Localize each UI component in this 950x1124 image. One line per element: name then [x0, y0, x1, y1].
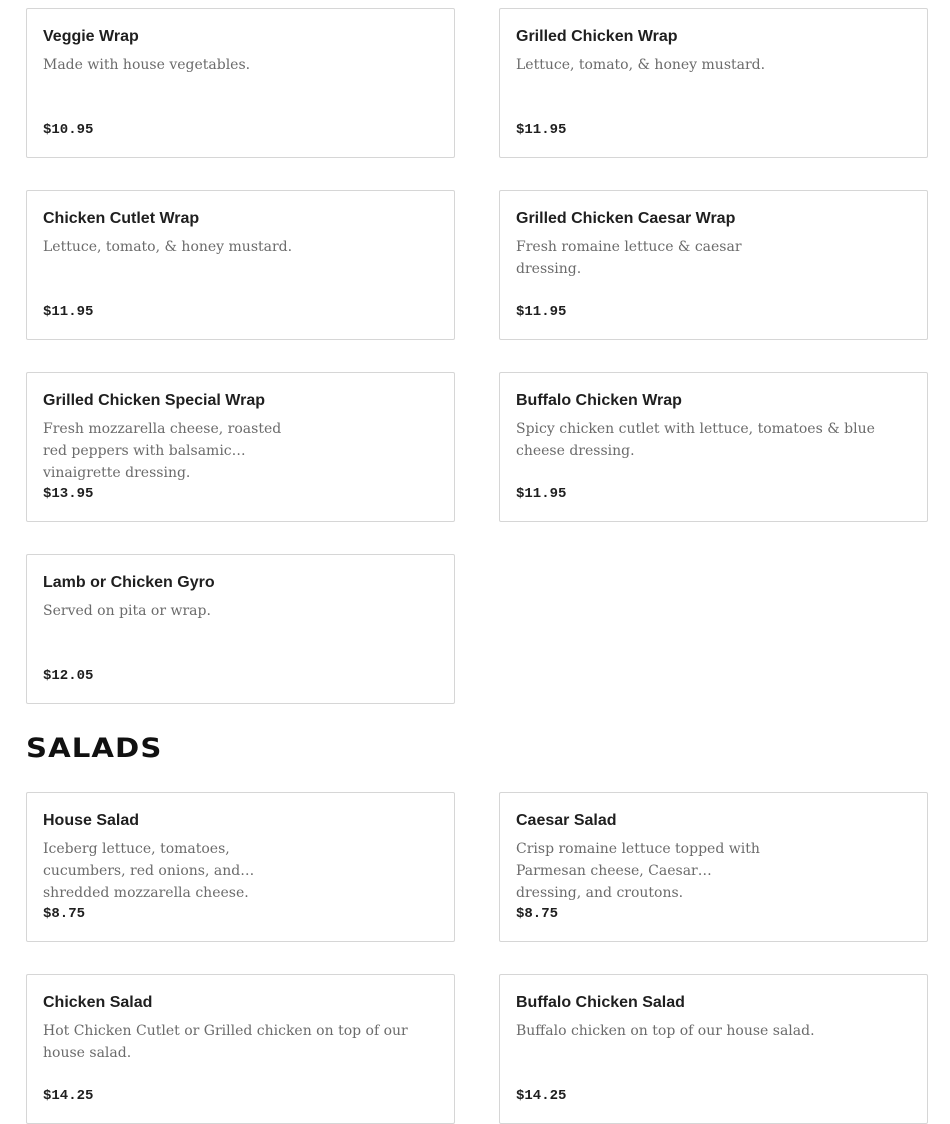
item-description: Crisp romaine lettuce topped with Parmesan cheese, Caesar dressing, and croutons.: [516, 841, 760, 901]
salads-grid: [26, 792, 928, 1124]
item-name: Grilled Chicken Wrap: [516, 28, 678, 45]
item-name: Veggie Wrap: [43, 28, 139, 45]
item-price: $14.25: [516, 1088, 567, 1104]
menu-item-grilled-chicken-special-wrap[interactable]: [26, 372, 455, 522]
item-price: $8.75: [516, 906, 559, 922]
section-title-salads: SALADS: [26, 733, 163, 764]
item-price: $11.95: [516, 122, 567, 138]
item-name: Lamb or Chicken Gyro: [43, 574, 215, 591]
item-price: $11.95: [43, 304, 94, 320]
item-description: Fresh mozzarella cheese, roasted red peppers with balsamic vinaigrette dressing.: [43, 421, 282, 481]
item-description: Spicy chicken cutlet with lettuce, tomatoes & blue cheese dressing.: [516, 421, 875, 459]
menu-item-house-salad[interactable]: [26, 792, 455, 942]
item-name: Chicken Cutlet Wrap: [43, 210, 200, 227]
item-name: Grilled Chicken Special Wrap: [43, 392, 265, 409]
item-price: $13.95: [43, 486, 94, 502]
menu-item-lamb-or-chicken-gyro[interactable]: [26, 554, 455, 704]
item-price: $10.95: [43, 122, 94, 138]
item-name: Buffalo Chicken Wrap: [516, 392, 682, 409]
item-name: Caesar Salad: [516, 812, 617, 829]
item-description: Lettuce, tomato, & honey mustard.: [43, 239, 293, 255]
item-price: $14.25: [43, 1088, 94, 1104]
item-description: Fresh romaine lettuce & caesar dressing.: [516, 239, 742, 277]
item-name: Buffalo Chicken Salad: [516, 994, 685, 1011]
item-price: $11.95: [516, 304, 567, 320]
item-name: Grilled Chicken Caesar Wrap: [516, 210, 736, 227]
menu-item-buffalo-chicken-salad[interactable]: [499, 974, 928, 1124]
item-description: Made with house vegetables.: [43, 57, 251, 73]
item-description: Served on pita or wrap.: [43, 603, 211, 619]
item-description: Lettuce, tomato, & honey mustard.: [516, 57, 766, 73]
menu-item-caesar-salad[interactable]: [499, 792, 928, 942]
item-price: $8.75: [43, 906, 86, 922]
menu-item-grilled-chicken-wrap[interactable]: [499, 8, 928, 158]
wraps-grid: [26, 8, 928, 704]
menu-item-chicken-salad[interactable]: [26, 974, 455, 1124]
item-description: Buffalo chicken on top of our house salad.: [516, 1023, 815, 1039]
menu-item-chicken-cutlet-wrap[interactable]: [26, 190, 455, 340]
menu-item-veggie-wrap[interactable]: [26, 8, 455, 158]
item-description: Iceberg lettuce, tomatoes, cucumbers, red onions, and shredded mozzarella cheese.: [43, 841, 249, 901]
menu-item-buffalo-chicken-wrap[interactable]: [499, 372, 928, 522]
item-name: House Salad: [43, 812, 140, 829]
item-name: Chicken Salad: [43, 994, 153, 1011]
item-price: $11.95: [516, 486, 567, 502]
menu-item-grilled-chicken-caesar-wrap[interactable]: [499, 190, 928, 340]
item-price: $12.05: [43, 668, 94, 684]
item-description: Hot Chicken Cutlet or Grilled chicken on top of our house salad.: [43, 1023, 408, 1061]
